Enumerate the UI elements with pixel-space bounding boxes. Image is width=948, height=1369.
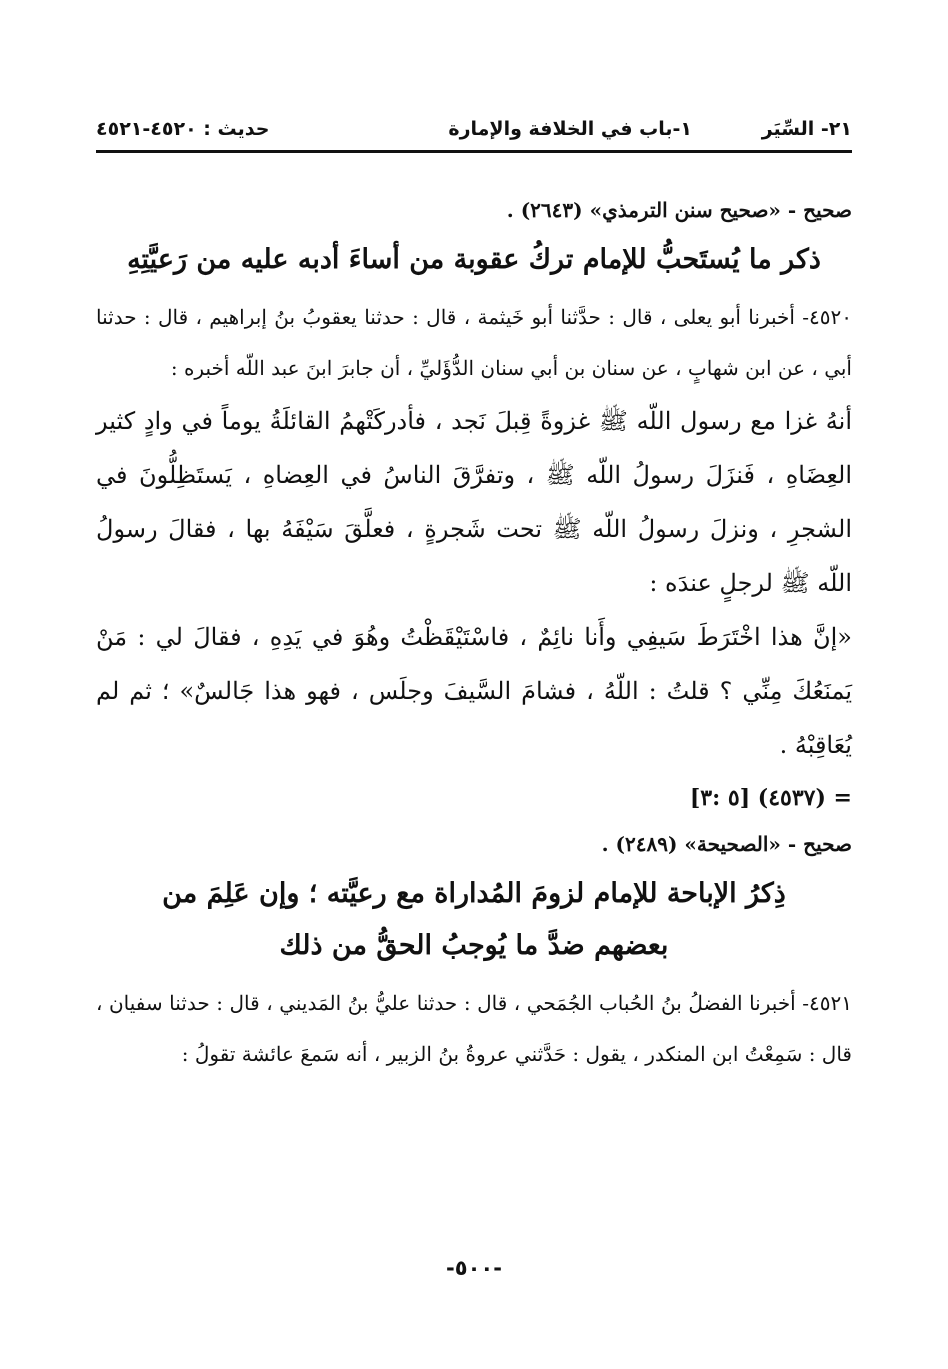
header-chapter: ٢١- السِّيَر bbox=[761, 118, 852, 140]
hadith-isnad: ٤٥٢١- أخبرنا الفضلُ بنُ الحُباب الجُمَحي ، قال : حدثنا عليُّ بنُ المَديني ، قال : حدثنا سفيان ، قال : سَمِعْتُ ابن المنكدر ، يقول : حَدَّثني عروةُ بنُ الزبير ، أنه سَمعَ عائشة تقولُ : bbox=[96, 991, 852, 1066]
page-number: -٥٠٠- bbox=[446, 1256, 502, 1280]
running-header bbox=[96, 112, 852, 148]
header-rule bbox=[96, 150, 852, 153]
hadith-grade: صحيح - «صحيح سنن الترمذي» (٢٦٤٣) . bbox=[506, 198, 852, 222]
chapter-heading: ذكر ما يُستَحبُّ للإمام تركُ عقوبة من أساءَ أدبه عليه من رَعيَّتِهِ bbox=[127, 244, 821, 275]
hadith-text: أنهُ غزا مع رسول اللّه ﷺ غزوةً قِبلَ نَجد ، فأدركَتْهمُ القائلَةُ يوماً في وادٍ كثير العِضَاهِ ، فَنزَلَ رسولُ اللّه ﷺ ، وتفرَّقَ الناسُ في العِضاهِ ، يَستَظِلُّونَ في الشجرِ ، ونزلَ رسولُ اللّه ﷺ تحت شَجرةٍ ، فعلَّقَ سَيْفَهُ بها ، فقالَ رسولُ اللّه ﷺ لرجلٍ عندَه : bbox=[96, 407, 852, 597]
hadith-isnad: ٤٥٢٠- أخبرنا أبو يعلى ، قال : حدَّثنا أبو خَيثمة ، قال : حدثنا يعقوبُ بنُ إبراهيم ، قال : حدثنا أبي ، عن ابن شهابٍ ، عن سنان بن أبي سنان الدُّؤَليِّ ، أن جابرَ ابنَ عبد اللّه أخبره : bbox=[96, 305, 852, 380]
hadith-grade: صحيح - «الصحيحة» (٢٤٨٩) . bbox=[601, 832, 852, 856]
page-body bbox=[96, 190, 852, 1080]
chapter-heading: ذِكرُ الإباحة للإمام لزومَ المُداراة مع رعيَّته ؛ وإن عَلِمَ من بعضهم ضدَّ ما يُوجبُ الحقُّ من ذلك bbox=[162, 878, 786, 961]
cross-reference: = (٤٥٣٧) [٥ :٣] bbox=[689, 785, 852, 811]
hadith-quote: «إنَّ هذا اخْتَرَطَ سَيفِي وأَنا نائِمٌ ، فاسْتَيْقَظْتُ وهُوَ في يَدِهِ ، فقالَ لي : مَنْ يَمنَعُكَ مِنِّي ؟ قلتُ : اللّهُ ، فشامَ السَّيفَ وجلَس ، فهو هذا جَالسٌ» ؛ ثم لم يُعَاقِبْهُ . bbox=[96, 623, 852, 759]
header-section: ١-باب في الخلافة والإمارة bbox=[448, 118, 692, 140]
header-hadith-range: حديث : ٤٥٢٠-٤٥٢١ bbox=[96, 118, 270, 140]
